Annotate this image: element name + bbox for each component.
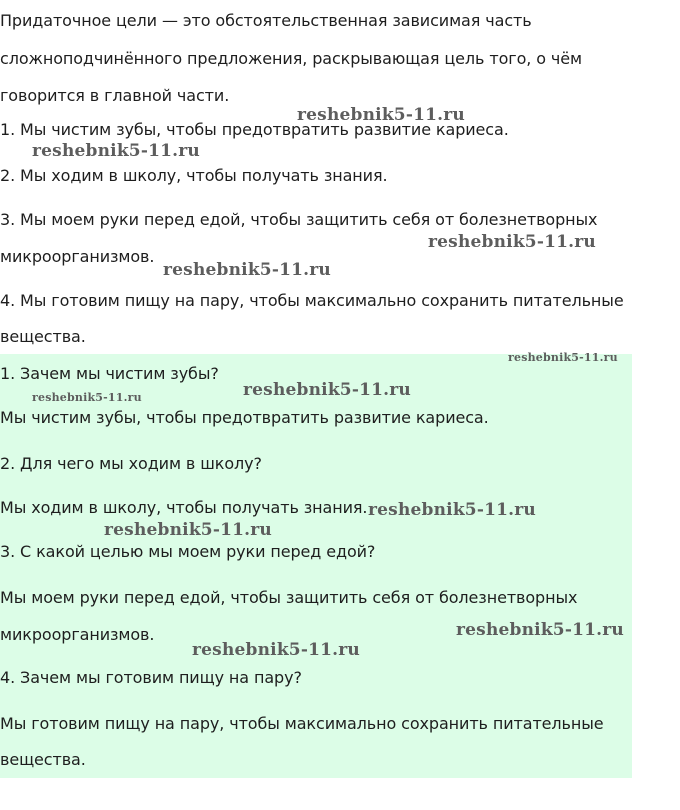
- example-item-3-line-2: микроорганизмов.: [0, 247, 155, 266]
- answer-text-4-line-1: Мы готовим пищу на пару, чтобы максимально сохранить питательные: [0, 714, 604, 733]
- watermark: reshebnik5-11.ru: [368, 500, 536, 520]
- answer-question-3: 3. С какой целью мы моем руки перед едой?: [0, 542, 376, 561]
- answer-question-4: 4. Зачем мы готовим пищу на пару?: [0, 668, 302, 687]
- watermark: reshebnik5-11.ru: [456, 620, 624, 640]
- intro-line-2: сложноподчинённого предложения, раскрывающая цель того, о чём: [0, 49, 582, 68]
- watermark: reshebnik5-11.ru: [508, 351, 618, 364]
- example-item-4-line-2: вещества.: [0, 327, 86, 346]
- example-item-3-line-1: 3. Мы моем руки перед едой, чтобы защитить себя от болезнетворных: [0, 210, 598, 229]
- example-item-4-line-1: 4. Мы готовим пищу на пару, чтобы максимально сохранить питательные: [0, 291, 624, 310]
- example-item-2: 2. Мы ходим в школу, чтобы получать знания.: [0, 166, 388, 185]
- watermark: reshebnik5-11.ru: [192, 640, 360, 660]
- watermark: reshebnik5-11.ru: [32, 141, 200, 161]
- example-item-1: 1. Мы чистим зубы, чтобы предотвратить развитие кариеса.: [0, 120, 509, 139]
- watermark: reshebnik5-11.ru: [297, 105, 465, 125]
- answer-question-2: 2. Для чего мы ходим в школу?: [0, 454, 262, 473]
- answer-text-1: Мы чистим зубы, чтобы предотвратить развитие кариеса.: [0, 408, 489, 427]
- intro-line-3: говорится в главной части.: [0, 86, 230, 105]
- watermark: reshebnik5-11.ru: [428, 232, 596, 252]
- intro-line-1: Придаточное цели — это обстоятельственная зависимая часть: [0, 11, 532, 30]
- answer-text-3-line-1: Мы моем руки перед едой, чтобы защитить себя от болезнетворных: [0, 588, 578, 607]
- watermark: reshebnik5-11.ru: [243, 380, 411, 400]
- answer-text-2: Мы ходим в школу, чтобы получать знания.: [0, 498, 368, 517]
- answer-question-1: 1. Зачем мы чистим зубы?: [0, 364, 219, 383]
- watermark: reshebnik5-11.ru: [32, 391, 142, 404]
- watermark: reshebnik5-11.ru: [163, 260, 331, 280]
- answer-text-3-line-2: микроорганизмов.: [0, 625, 155, 644]
- watermark: reshebnik5-11.ru: [104, 520, 272, 540]
- answer-text-4-line-2: вещества.: [0, 750, 86, 769]
